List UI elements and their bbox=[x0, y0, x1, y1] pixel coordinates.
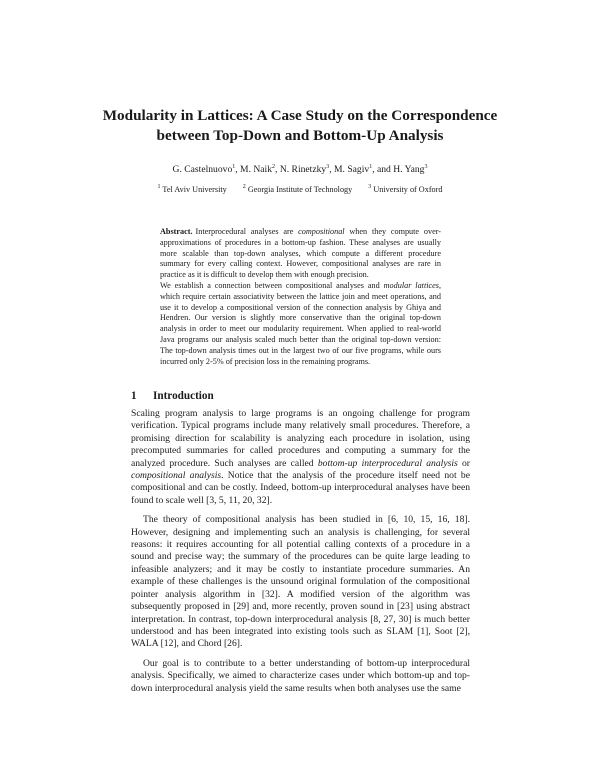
introduction-body bbox=[131, 408, 470, 695]
affiliation: $^3$ University of Oxford bbox=[368, 184, 443, 194]
affiliation: $^1$ Tel Aviv University bbox=[157, 184, 227, 194]
body-paragraph: The theory of compositional analysis has been studied in [6, 10, 15, 16, 18]. However, designing and implementing such an analysis is challenging, for several reasons: it requires accounting for all potential calling contexts of a procedure in a sound and precise way; the summary of the procedures can be quite large leading to infeasible analyzers; and it may be costly to instantiate procedure summaries. An example of these challenges is the unsound original formulation of the compositional pointer analysis algorithm in [32]. A modified version of the algorithm was subsequently proposed in [29] and, more recently, proven sound in [23] using abstract interpretation. In contrast, top-down interprocedural analysis [8, 27, 30] is much better understood and has been integrated into existing tools such as SLAM [1], Soot [2], WALA [12], and Chord [26]. bbox=[131, 514, 470, 650]
affiliation-list bbox=[60, 184, 540, 195]
author-list: G. Castelnuovo$^1$, M. Naik$^2$, N. Rinetzky$^3$, M. Sagiv$^1$, and H. Yang$^3$ bbox=[172, 164, 428, 175]
author: G. Castelnuovo$^1$ bbox=[172, 164, 236, 175]
author: N. Rinetzky$^3$ bbox=[279, 164, 330, 175]
abstract-label: Abstract. bbox=[160, 227, 193, 236]
affiliation: $^2$ Georgia Institute of Technology bbox=[242, 184, 353, 194]
body-paragraph: Our goal is to contribute to a better understanding of bottom-up interprocedural analysis. Specifically, we aimed to characterize cases under which bottom-up and top-down interprocedural analysis yield the same results when both analyses use the same bbox=[131, 657, 470, 694]
author: M. Naik$^2$ bbox=[240, 164, 276, 175]
body-paragraph: Scaling program analysis to large programs is an ongoing challenge for program verification. Typical programs include many relatively small procedures. Therefore, a promising direction for scalability is analyzing each procedure in isolation, using precomputed summaries for called procedures and computing a summary for the analyzed procedure. Such analyses are called bottom-up interprocedural analysis or compositional analysis. Notice that the analysis of the procedure itself need not be compositional and can be costly. Indeed, bottom-up interprocedural analyses have been found to scale well [3, 5, 11, 20, 32]. bbox=[131, 408, 470, 506]
abstract-paragraph: Abstract. Interprocedural analyses are compositional when they compute over-approximations of procedures in a bottom-up fashion. These analyses are usually more scalable than top-down analyses, which compute a different procedure summary for every calling context. However, compositional analyses are rare in practice as it is difficult to develop them with enough precision. bbox=[160, 227, 441, 280]
paper-title: Modularity in Lattices: A Case Study on the Correspondence between Top-Down and Bottom-Up Analysis bbox=[102, 107, 498, 144]
section-title: Introduction bbox=[153, 390, 214, 402]
author: H. Yang$^3$ bbox=[393, 164, 428, 175]
author: M. Sagiv$^1$ bbox=[334, 164, 373, 175]
section-heading bbox=[131, 389, 214, 403]
abstract bbox=[160, 227, 441, 367]
section-number: 1 bbox=[131, 390, 137, 402]
abstract-paragraph: We establish a connection between compositional analyses and modular lattices, which require certain associativity between the lattice join and meet operations, and use it to develop a compositional version of the connection analysis by Ghiya and Hendren. Our version is slightly more conservative than the original top-down analysis in order to meet our modularity requirement. When applied to real-world Java programs our analysis scaled much better than the original top-down version: The top-down analysis times out in the largest two of our five programs, while ours incurred only 2-5% of precision loss in the remaining programs. bbox=[160, 280, 442, 366]
